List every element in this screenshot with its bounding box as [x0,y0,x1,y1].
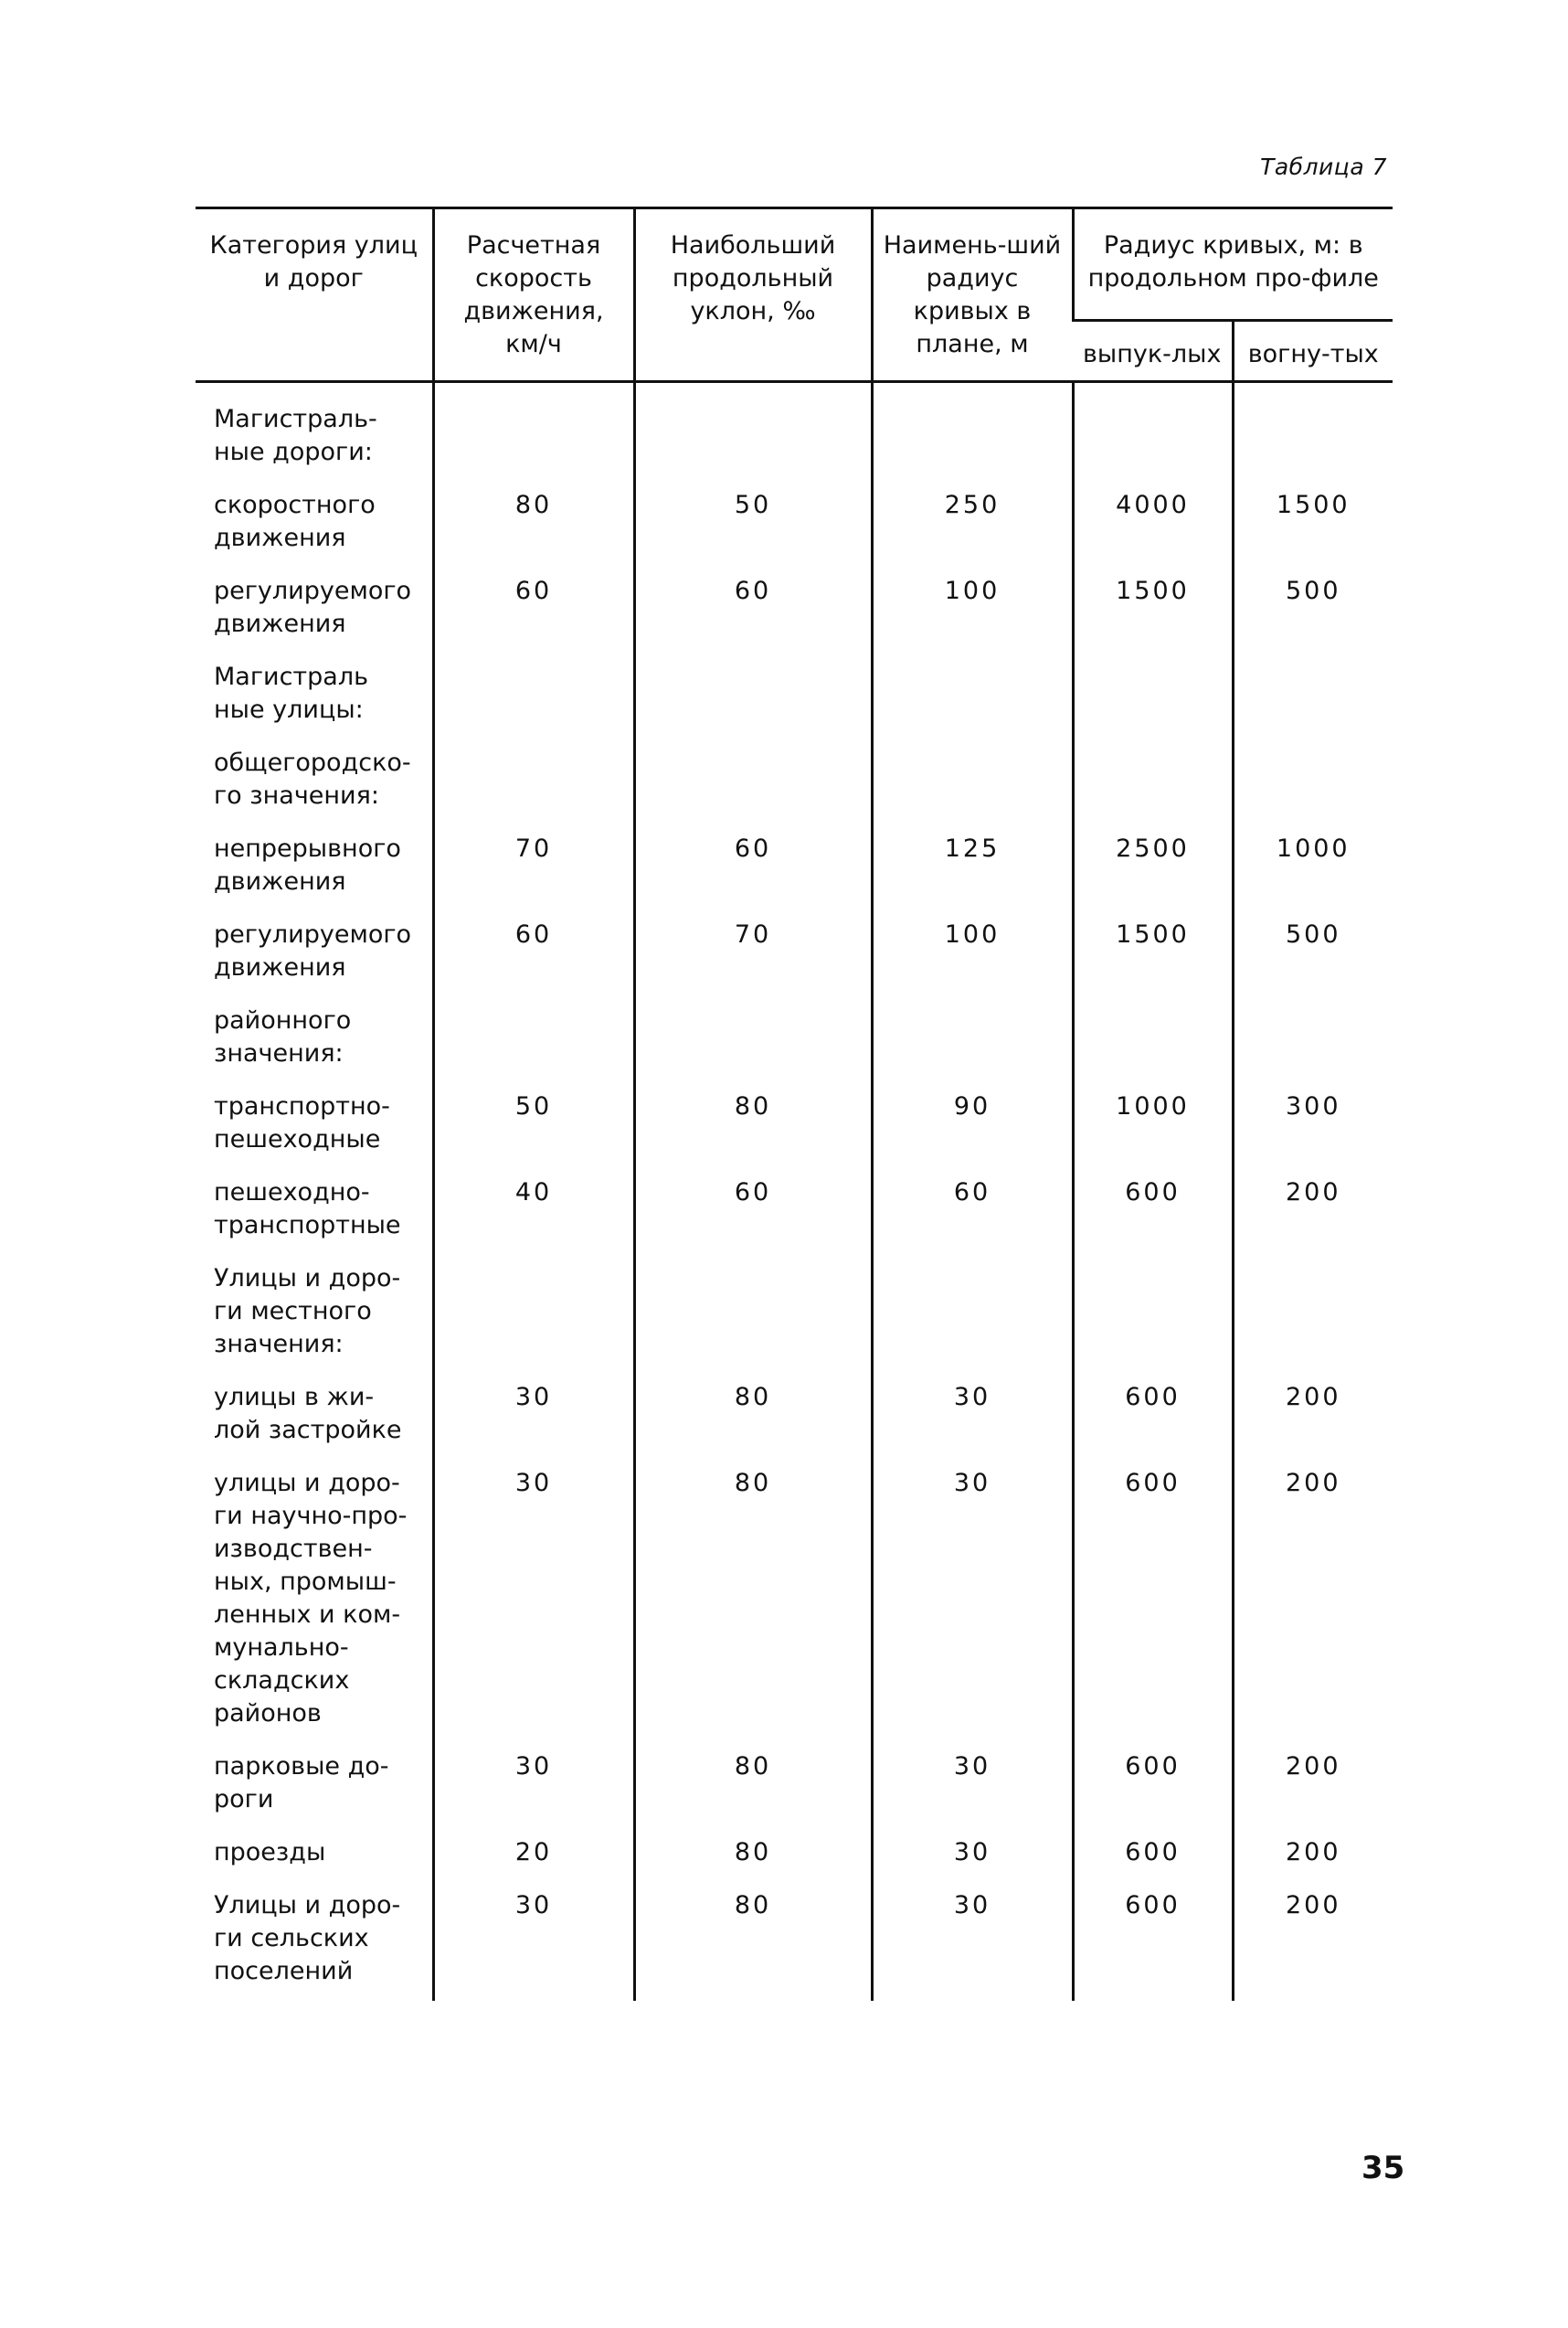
cell-convex [1073,1251,1233,1370]
table-row [196,1456,1393,1739]
cell-grade: 80 [634,1878,872,2001]
cell-speed: 30 [433,1456,634,1739]
cell-min-radius [872,382,1073,479]
cell-convex: 600 [1073,1370,1233,1456]
cell-convex: 600 [1073,1739,1233,1825]
table-row [196,1370,1393,1456]
cell-speed [433,736,634,822]
cell-concave: 500 [1233,908,1393,994]
header-speed: Расчетная скорость движения, км/ч [433,208,634,382]
cell-concave [1233,994,1393,1079]
cell-concave [1233,382,1393,479]
cell-convex: 600 [1073,1878,1233,2001]
cell-convex: 600 [1073,1456,1233,1739]
cell-category: Улицы и доро-ги сельских поселений [214,1891,401,1985]
header-convex: выпук-лых [1073,321,1233,382]
cell-category: Магистраль-ные дороги: [214,405,377,466]
cell-speed: 70 [433,822,634,908]
cell-grade: 60 [634,822,872,908]
page-number: 35 [1361,2150,1405,2186]
cell-convex [1073,994,1233,1079]
cell-convex: 2500 [1073,822,1233,908]
cell-concave: 1500 [1233,478,1393,564]
cell-min-radius: 90 [872,1079,1073,1165]
cell-grade: 60 [634,564,872,650]
table-row [196,736,1393,822]
table-row [196,1878,1393,2001]
cell-grade: 50 [634,478,872,564]
cell-category: транспортно-пешеходные [214,1092,390,1153]
cell-category: скоростного движения [214,491,376,552]
cell-category: районного значения: [214,1006,352,1068]
cell-min-radius: 30 [872,1878,1073,2001]
cell-speed [433,1251,634,1370]
cell-min-radius: 30 [872,1825,1073,1878]
cell-concave: 200 [1233,1456,1393,1739]
header-min-radius: Наимень-ший радиус кривых в плане, м [872,208,1073,382]
header-grade: Наибольший продольный уклон, ‰ [634,208,872,382]
cell-min-radius [872,994,1073,1079]
cell-category: пешеходно-транспортные [214,1178,401,1239]
cell-grade: 80 [634,1739,872,1825]
header-profile-radius: Радиус кривых, м: в продольном про-филе [1073,208,1393,321]
cell-grade: 70 [634,908,872,994]
cell-concave: 1000 [1233,822,1393,908]
cell-min-radius: 100 [872,908,1073,994]
cell-concave: 200 [1233,1878,1393,2001]
cell-category: Улицы и доро-ги местного значения: [214,1264,401,1358]
cell-concave: 200 [1233,1370,1393,1456]
cell-convex: 1500 [1073,908,1233,994]
cell-convex: 4000 [1073,478,1233,564]
cell-category: непрерывного движения [214,834,401,896]
cell-concave: 200 [1233,1825,1393,1878]
cell-category: улицы в жи-лой застройке [214,1383,402,1444]
cell-min-radius: 60 [872,1165,1073,1251]
cell-category: регулируемого движения [214,920,412,982]
cell-category: парковые до-роги [214,1752,389,1813]
cell-concave [1233,1251,1393,1370]
cell-speed [433,994,634,1079]
header-concave: вогну-тых [1233,321,1393,382]
cell-grade: 80 [634,1079,872,1165]
cell-speed: 80 [433,478,634,564]
cell-category: Магистраль ные улицы: [214,663,369,724]
cell-convex: 1500 [1073,564,1233,650]
table-body [196,382,1393,2002]
cell-min-radius: 30 [872,1370,1073,1456]
cell-grade: 80 [634,1370,872,1456]
cell-grade [634,994,872,1079]
cell-concave: 500 [1233,564,1393,650]
table-row [196,564,1393,650]
table-row [196,1165,1393,1251]
cell-grade [634,1251,872,1370]
cell-grade [634,382,872,479]
road-parameters-table [196,207,1393,2001]
cell-category: проезды [214,1838,326,1866]
table-row [196,1251,1393,1370]
cell-speed: 20 [433,1825,634,1878]
cell-speed: 30 [433,1370,634,1456]
cell-min-radius: 30 [872,1739,1073,1825]
cell-min-radius: 125 [872,822,1073,908]
cell-category: улицы и доро-ги научно-про-изводствен-ных, промыш-ленных и ком-мунально-складских районов [214,1469,408,1727]
cell-convex [1073,650,1233,736]
cell-concave: 300 [1233,1079,1393,1165]
cell-min-radius: 30 [872,1456,1073,1739]
cell-speed: 50 [433,1079,634,1165]
cell-category: общегородско-го значения: [214,749,411,810]
header-category: Категория улиц и дорог [196,208,433,382]
cell-concave [1233,650,1393,736]
table-row [196,994,1393,1079]
cell-grade: 60 [634,1165,872,1251]
cell-concave [1233,736,1393,822]
cell-grade [634,736,872,822]
cell-concave: 200 [1233,1165,1393,1251]
cell-grade [634,650,872,736]
table-row [196,478,1393,564]
cell-concave: 200 [1233,1739,1393,1825]
table-row [196,1079,1393,1165]
cell-category: регулируемого движения [214,577,412,638]
cell-min-radius: 250 [872,478,1073,564]
cell-min-radius: 100 [872,564,1073,650]
cell-convex: 600 [1073,1825,1233,1878]
cell-speed: 60 [433,564,634,650]
cell-min-radius [872,736,1073,822]
table-row [196,650,1393,736]
cell-grade: 80 [634,1825,872,1878]
cell-speed: 30 [433,1739,634,1825]
cell-grade: 80 [634,1456,872,1739]
cell-min-radius [872,650,1073,736]
table-row [196,382,1393,479]
cell-speed [433,650,634,736]
cell-convex [1073,382,1233,479]
cell-convex: 1000 [1073,1079,1233,1165]
cell-convex [1073,736,1233,822]
cell-speed: 40 [433,1165,634,1251]
table-row [196,908,1393,994]
table-row [196,1825,1393,1878]
cell-speed [433,382,634,479]
table-row [196,1739,1393,1825]
cell-speed: 60 [433,908,634,994]
cell-speed: 30 [433,1878,634,2001]
table-row [196,822,1393,908]
table-caption: Таблица 7 [1260,154,1387,180]
cell-convex: 600 [1073,1165,1233,1251]
cell-min-radius [872,1251,1073,1370]
